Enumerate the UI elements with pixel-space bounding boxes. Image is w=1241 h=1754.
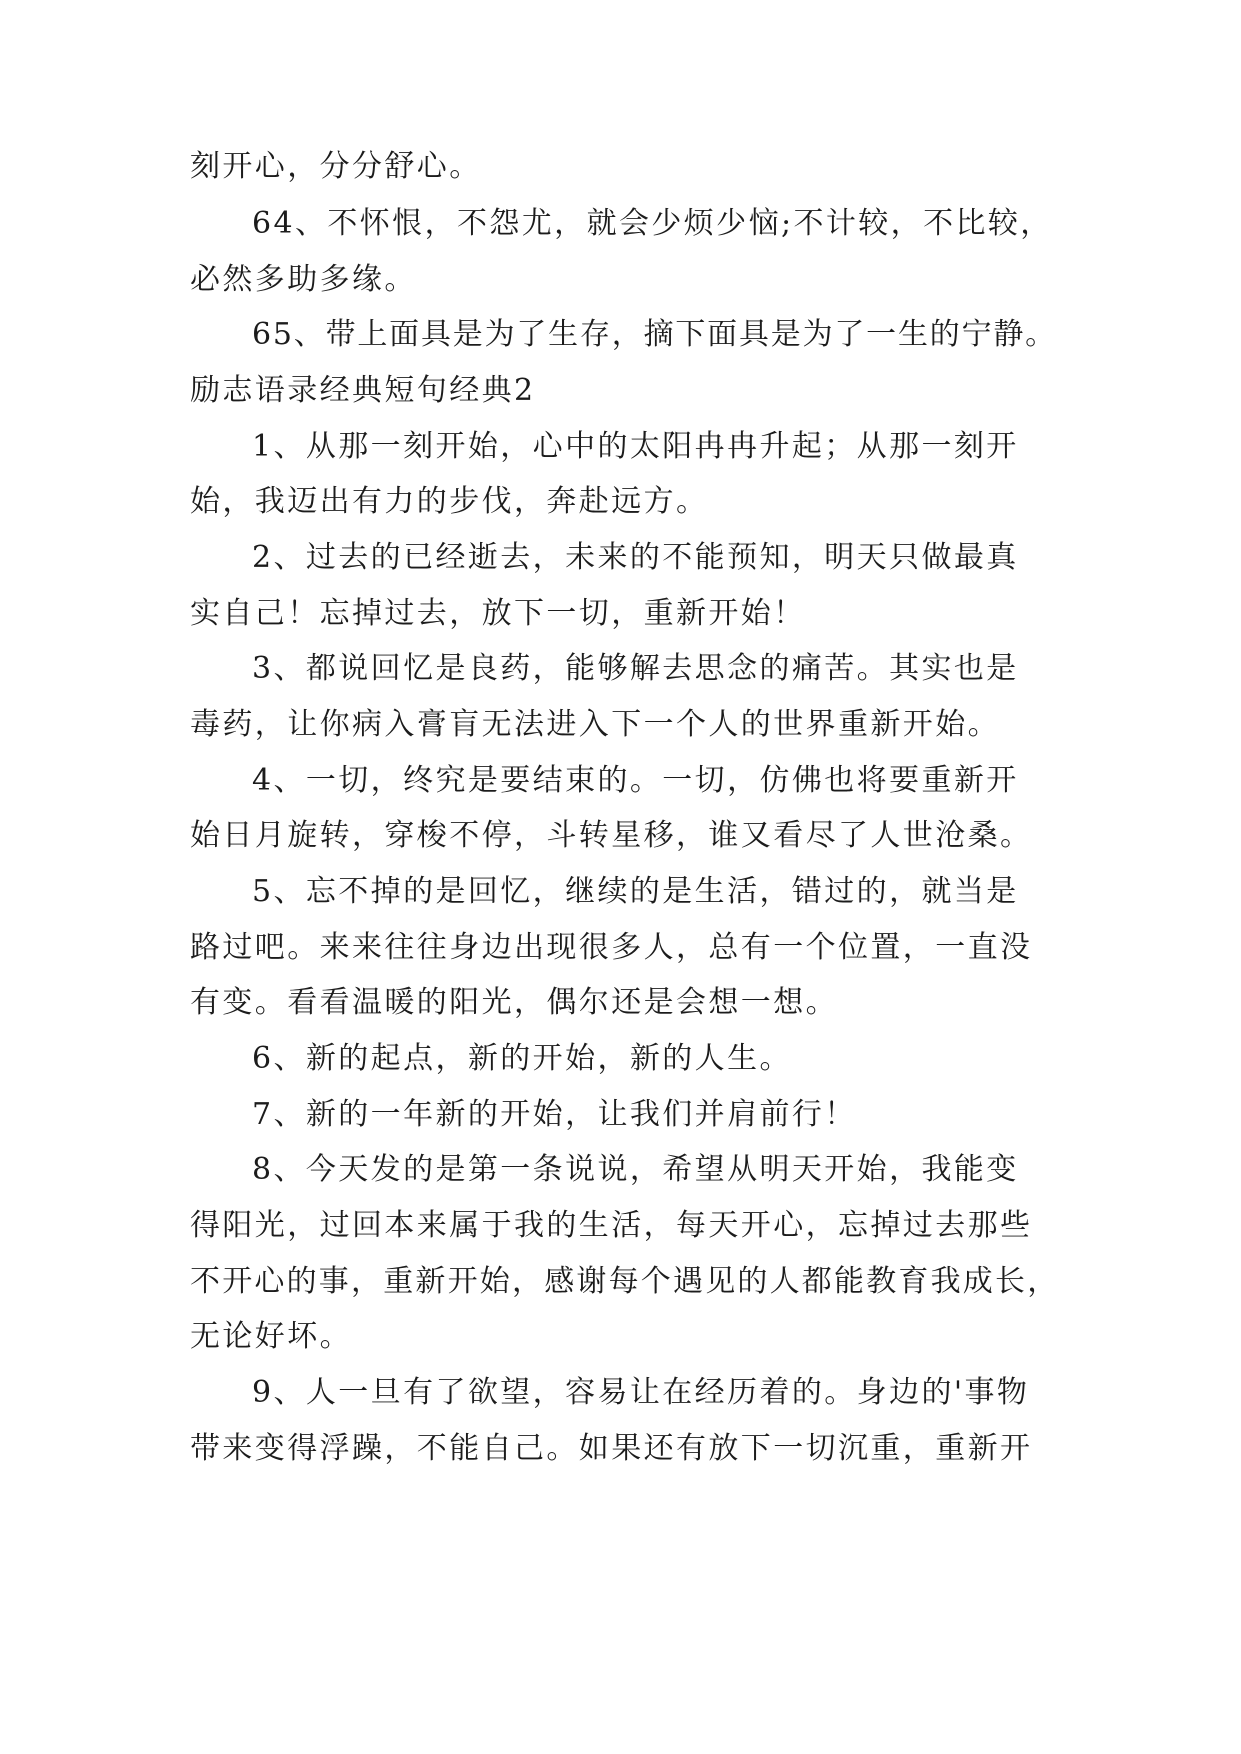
text-line: 不开心的事，重新开始，感谢每个遇见的人都能教育我成长， (190, 1264, 1060, 1299)
text-line: 无论好坏。 (190, 1319, 352, 1354)
text-line: 64、不怀恨，不怨尤，就会少烦少恼;不计较，不比较， (252, 206, 1053, 241)
text-line: 得阳光，过回本来属于我的生活，每天开心，忘掉过去那些 (190, 1208, 1033, 1243)
text-line: 2、过去的已经逝去，未来的不能预知，明天只做最真 (252, 540, 1019, 575)
text-line: 5、忘不掉的是回忆，继续的是生活，错过的，就当是 (252, 874, 1019, 909)
text-line: 毒药，让你病入膏肓无法进入下一个人的世界重新开始。 (190, 707, 1000, 742)
text-line: 1、从那一刻开始，心中的太阳冉冉升起；从那一刻开 (252, 429, 1019, 464)
text-line: 9、人一旦有了欲望，容易让在经历着的。身边的'事物 (252, 1375, 1030, 1410)
text-line: 8、今天发的是第一条说说，希望从明天开始，我能变 (252, 1152, 1019, 1187)
text-line: 必然多助多缘。 (190, 262, 417, 297)
text-line: 始，我迈出有力的步伐，奔赴远方。 (190, 484, 709, 519)
text-line: 带来变得浮躁，不能自己。如果还有放下一切沉重，重新开 (190, 1431, 1033, 1466)
text-line: 有变。看看温暖的阳光，偶尔还是会想一想。 (190, 985, 838, 1020)
text-line: 实自己！忘掉过去，放下一切，重新开始！ (190, 596, 806, 631)
text-line: 7、新的一年新的开始，让我们并肩前行！ (252, 1097, 857, 1132)
section-heading: 励志语录经典短句经典2 (190, 373, 536, 408)
text-line: 4、一切，终究是要结束的。一切，仿佛也将要重新开 (252, 763, 1019, 798)
text-line: 65、带上面具是为了生存，摘下面具是为了一生的宁静。 (252, 317, 1057, 352)
text-line: 3、都说回忆是良药，能够解去思念的痛苦。其实也是 (252, 651, 1019, 686)
text-line: 始日月旋转，穿梭不停，斗转星移，谁又看尽了人世沧桑。 (190, 818, 1033, 853)
text-line: 路过吧。来来往往身边出现很多人，总有一个位置，一直没 (190, 930, 1033, 965)
text-line: 6、新的起点，新的开始，新的人生。 (252, 1041, 792, 1076)
text-line: 刻开心，分分舒心。 (190, 149, 482, 184)
